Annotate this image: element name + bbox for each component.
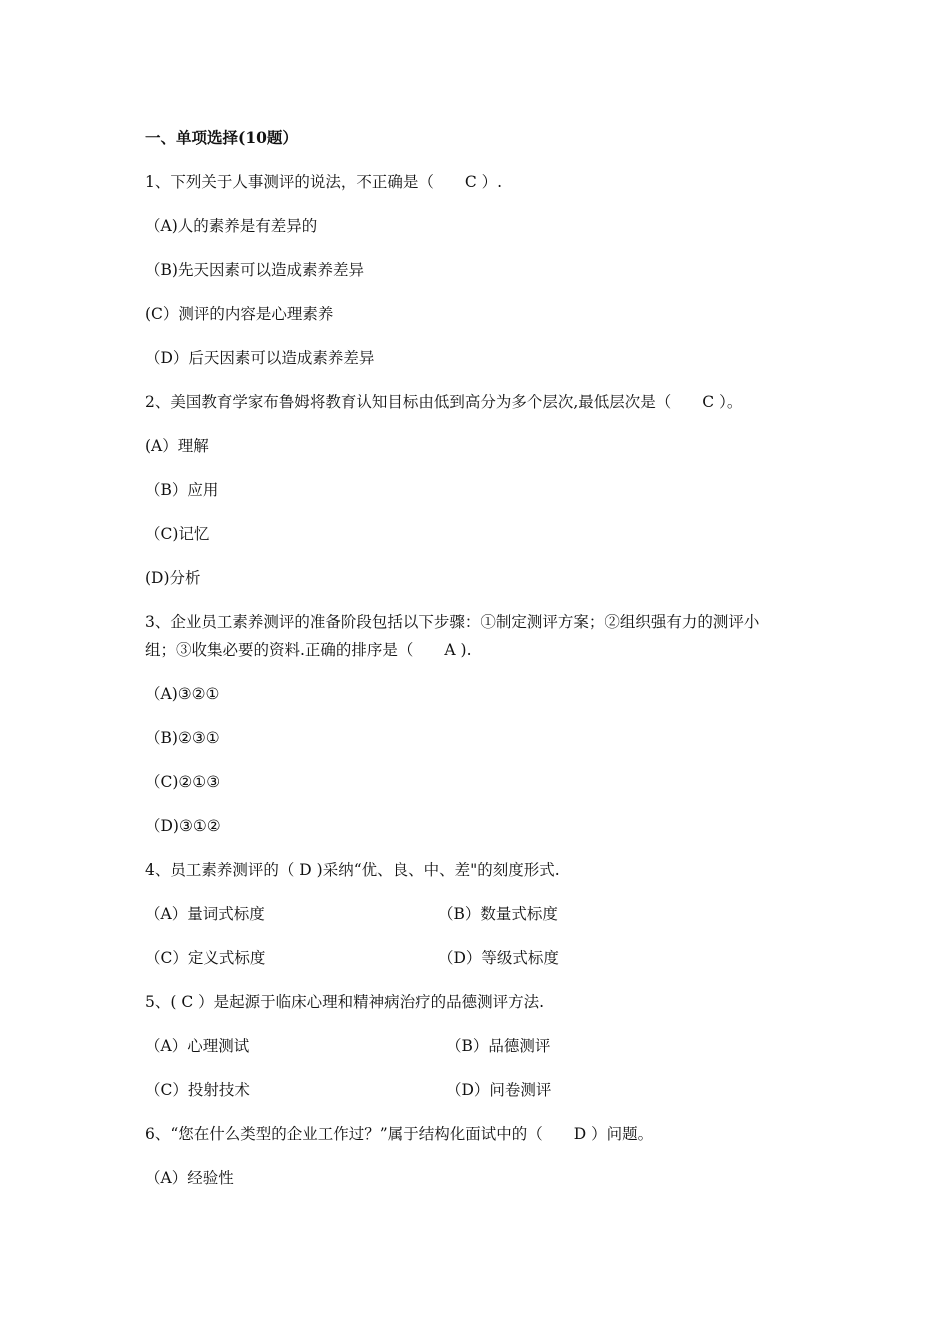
q1-option-d: （D）后天因素可以造成素养差异 — [145, 349, 375, 367]
q2-option-d: (D)分析 — [145, 569, 201, 587]
question-2: 2、美国教育学家布鲁姆将教育认知目标由低到高分为多个层次,最低层次是（ C ）。 — [145, 393, 743, 411]
q4-option-d: （D）等级式标度 — [438, 949, 559, 967]
question-6: 6、“您在什么类型的企业工作过？”属于结构化面试中的（ D ）问题。 — [145, 1125, 654, 1143]
q3-option-a: （A)③②① — [145, 685, 220, 703]
q5-option-b: （B）品德测评 — [446, 1037, 551, 1055]
question-3-line-1: 3、企业员工素养测评的准备阶段包括以下步骤：①制定测评方案；②组织强有力的测评小 — [145, 613, 760, 631]
question-3-line-2: 组；③收集必要的资料.正确的排序是（ A ). — [145, 641, 472, 659]
question-4: 4、员工素养测评的（ D )采纳“优、良、中、差"的刻度形式. — [145, 861, 560, 879]
q1-option-b: （B)先天因素可以造成素养差异 — [145, 261, 364, 279]
question-5: 5、( C ）是起源于临床心理和精神病治疗的品德测评方法. — [145, 993, 545, 1011]
q4-option-a: （A）量词式标度 — [145, 905, 265, 923]
q1-option-a: （A)人的素养是有差异的 — [145, 217, 318, 235]
q2-option-b: （B）应用 — [145, 481, 219, 499]
q5-option-c: （C）投射技术 — [145, 1081, 250, 1099]
q5-option-a: （A）心理测试 — [145, 1037, 250, 1055]
q5-option-d: （D）问卷测评 — [446, 1081, 552, 1099]
q2-option-a: (A）理解 — [145, 437, 209, 455]
q4-option-b: （B）数量式标度 — [438, 905, 558, 923]
q3-option-c: （C)②①③ — [145, 773, 221, 791]
section-title: 一、单项选择(10题） — [145, 128, 298, 147]
q4-option-c: （C）定义式标度 — [145, 949, 266, 967]
q6-option-a: （A）经验性 — [145, 1169, 234, 1187]
q3-option-d: （D)③①② — [145, 817, 221, 835]
q2-option-c: （C)记忆 — [145, 525, 210, 543]
q1-option-c: (C）测评的内容是心理素养 — [145, 305, 334, 323]
question-1: 1、下列关于人事测评的说法，不正确是（ C ）. — [145, 173, 503, 191]
q3-option-b: （B)②③① — [145, 729, 220, 747]
